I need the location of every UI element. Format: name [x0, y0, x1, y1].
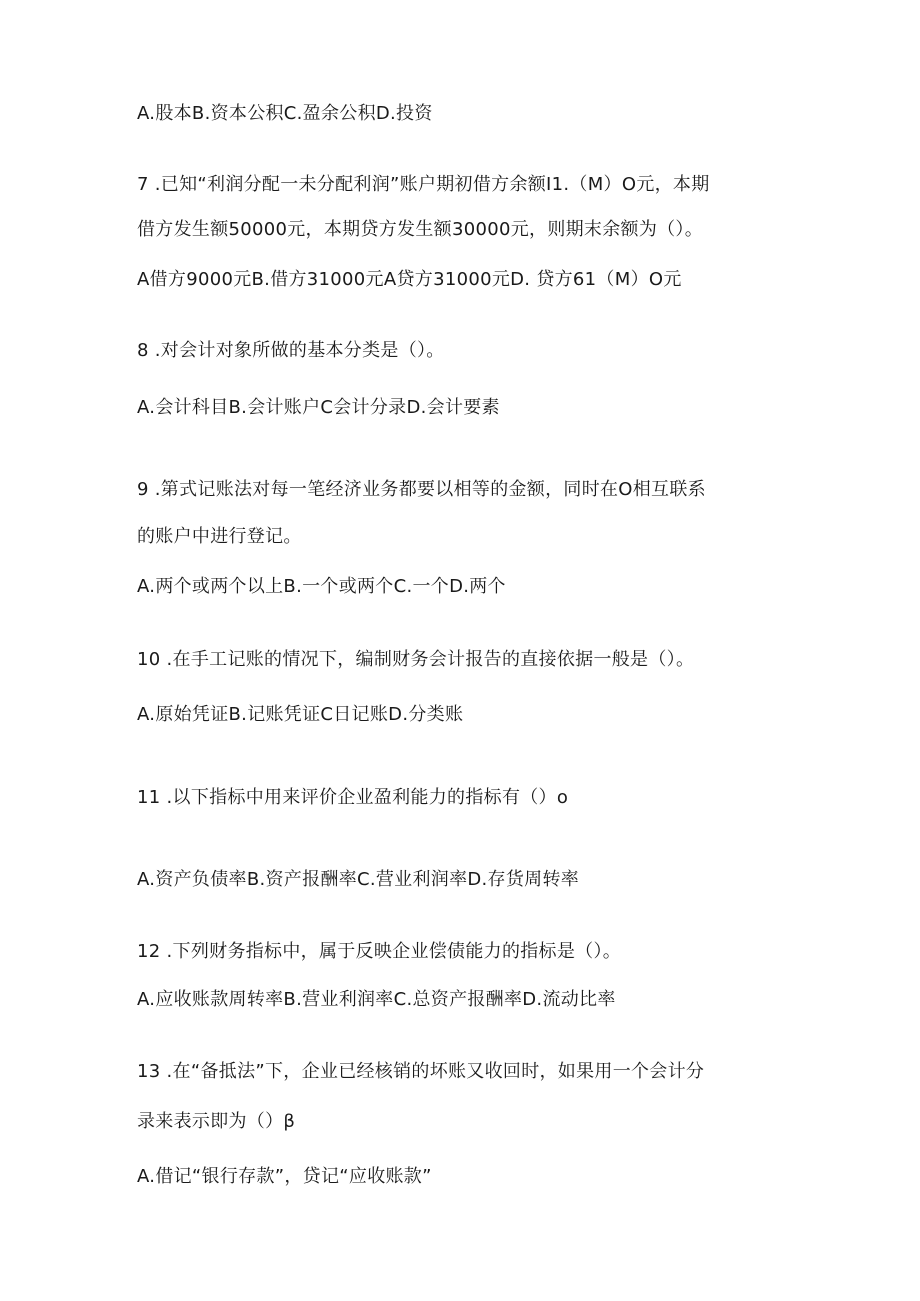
question-7-options: A借方9000元B.借方31000元A贷方31000元D. 贷方61（M）O元 [137, 269, 682, 290]
question-6-options: A.股本B.资本公积C.盈余公积D.投资 [137, 103, 433, 124]
question-9-text-line-2: 的账户中进行登记。 [137, 526, 302, 547]
question-10-text: 10 .在手工记账的情况下，编制财务会计报告的直接依据一般是（）。 [137, 649, 695, 670]
question-11-text: 11 .以下指标中用来评价企业盈利能力的指标有（）o [137, 787, 569, 808]
question-9-text-line-1: 9 .第式记账法对每一笔经济业务都要以相等的金额，同时在O相互联系 [137, 479, 706, 500]
question-8-options: A.会计科目B.会计账户C会计分录D.会计要素 [137, 397, 500, 418]
question-13-text-line-1: 13 .在“备抵法”下，企业已经核销的坏账又收回时，如果用一个会计分 [137, 1061, 705, 1082]
question-12-options: A.应收账款周转率B.营业利润率C.总资产报酬率D.流动比率 [137, 989, 616, 1010]
question-13-text-line-2: 录来表示即为（）β [137, 1111, 296, 1132]
question-7-text-line-2: 借方发生额50000元，本期贷方发生额30000元，则期末余额为（）。 [137, 219, 704, 240]
question-11-options: A.资产负债率B.资产报酬率C.营业利润率D.存货周转率 [137, 869, 580, 890]
question-9-options: A.两个或两个以上B.一个或两个C.一个D.两个 [137, 576, 506, 597]
question-12-text: 12 .下列财务指标中，属于反映企业偿债能力的指标是（）。 [137, 941, 622, 962]
question-7-text-line-1: 7 .已知“利润分配一未分配利润”账户期初借方余额I1.（M）O元，本期 [137, 174, 710, 195]
question-8-text: 8 .对会计对象所做的基本分类是（）。 [137, 340, 445, 361]
question-10-options: A.原始凭证B.记账凭证C日记账D.分类账 [137, 704, 464, 725]
question-13-option-a: A.借记“银行存款”，贷记“应收账款” [137, 1166, 432, 1187]
